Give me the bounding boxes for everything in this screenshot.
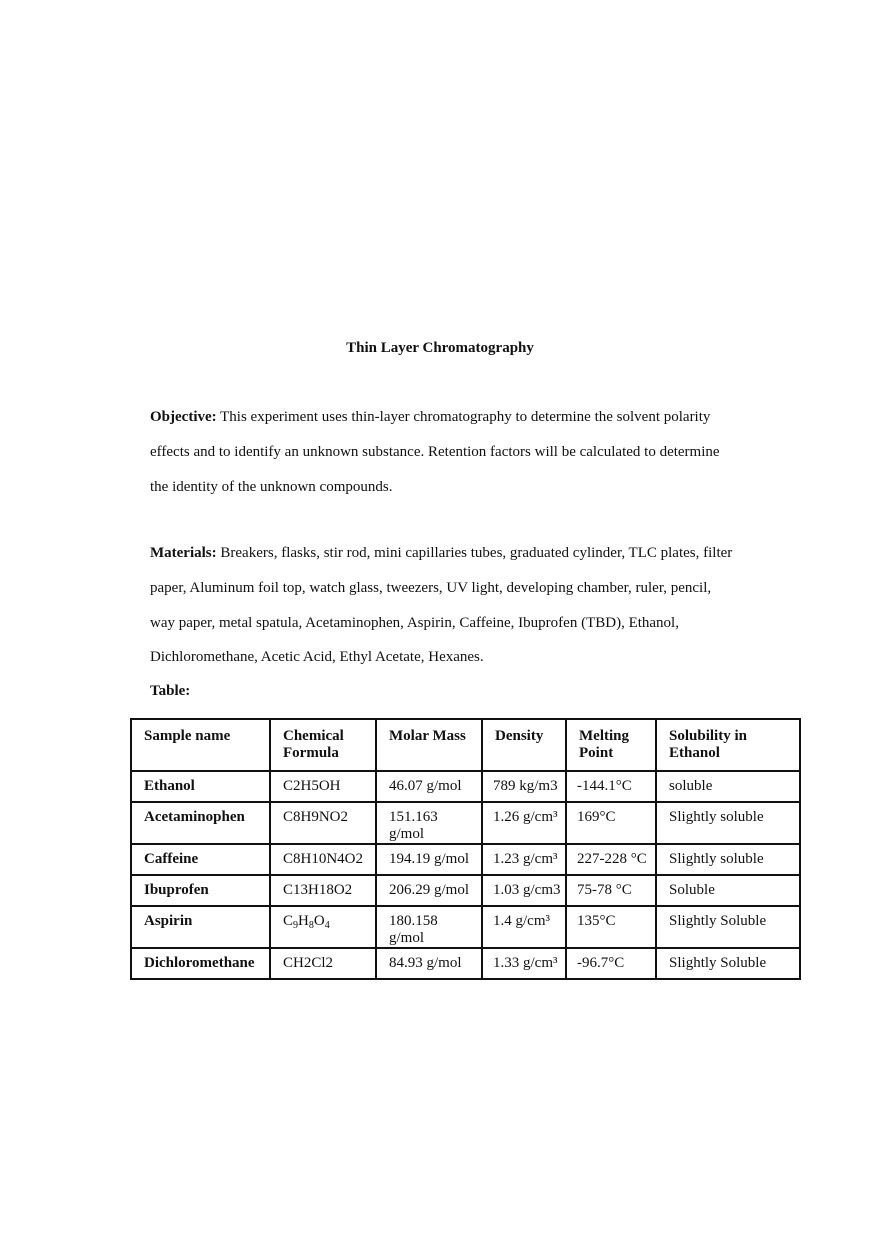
cell-solubility: Slightly Soluble — [656, 906, 800, 948]
cell-molar-mass: 151.163 g/mol — [376, 802, 482, 844]
objective-label: Objective: — [150, 409, 217, 425]
materials-label: Materials: — [150, 545, 217, 561]
table-label: Table: — [150, 683, 191, 699]
header-melting-point: Melting Point — [566, 719, 656, 771]
cell-solubility: Soluble — [656, 875, 800, 906]
materials-line-2: paper, Aluminum foil top, watch glass, tweezers, UV light, developing chamber, ruler, pencil, — [150, 580, 712, 596]
cell-sample-name: Ethanol — [131, 771, 270, 802]
cell-formula: C8H10N4O2 — [270, 844, 376, 875]
document-title: Thin Layer Chromatography — [346, 340, 534, 356]
cell-formula: C13H18O2 — [270, 875, 376, 906]
header-solubility: Solubility in Ethanol — [656, 719, 800, 771]
cell-melting-point: 75-78 °C — [566, 875, 656, 906]
formula-subscript: 8 — [308, 920, 314, 931]
cell-molar-mass: 180.158 g/mol — [376, 906, 482, 948]
cell-melting-point: 135°C — [566, 906, 656, 948]
cell-solubility: Slightly soluble — [656, 802, 800, 844]
cell-formula: C8H9NO2 — [270, 802, 376, 844]
materials-line-4: Dichloromethane, Acetic Acid, Ethyl Acetate, Hexanes. — [150, 649, 484, 665]
cell-sample-name: Ibuprofen — [131, 875, 270, 906]
cell-density: 1.03 g/cm3 — [482, 875, 566, 906]
table-row — [131, 875, 800, 906]
objective-line-3: the identity of the unknown compounds. — [150, 479, 393, 495]
cell-melting-point: -96.7°C — [566, 948, 656, 979]
cell-sample-name: Caffeine — [131, 844, 270, 875]
formula-part: O — [313, 913, 325, 929]
table-row — [131, 844, 800, 875]
table-row — [131, 802, 800, 844]
cell-melting-point: -144.1°C — [566, 771, 656, 802]
cell-solubility: Slightly Soluble — [656, 948, 800, 979]
header-chemical-formula: Chemical Formula — [270, 719, 376, 771]
header-sample-name: Sample name — [131, 719, 270, 771]
cell-solubility: soluble — [656, 771, 800, 802]
cell-solubility: Slightly soluble — [656, 844, 800, 875]
formula-subscript: 9 — [293, 920, 299, 931]
cell-density: 789 kg/m3 — [482, 771, 566, 802]
materials-line-3: way paper, metal spatula, Acetaminophen, Aspirin, Caffeine, Ibuprofen (TBD), Ethanol, — [150, 615, 679, 631]
cell-molar-mass: 84.93 g/mol — [376, 948, 482, 979]
cell-formula — [270, 906, 376, 948]
table-row — [131, 906, 800, 948]
objective-line-2: effects and to identify an unknown substance. Retention factors will be calculated to determine — [150, 444, 720, 460]
cell-density: 1.4 g/cm³ — [482, 906, 566, 948]
cell-molar-mass: 206.29 g/mol — [376, 875, 482, 906]
cell-density: 1.33 g/cm³ — [482, 948, 566, 979]
formula-part: C — [283, 913, 294, 929]
cell-molar-mass: 194.19 g/mol — [376, 844, 482, 875]
header-molar-mass: Molar Mass — [376, 719, 482, 771]
cell-formula: C2H5OH — [270, 771, 376, 802]
cell-sample-name: Dichloromethane — [131, 948, 270, 979]
objective-line-1 — [150, 409, 710, 426]
materials-text-1: Breakers, flasks, stir rod, mini capillaries tubes, graduated cylinder, TLC plates, filter — [216, 545, 733, 561]
cell-sample-name: Acetaminophen — [131, 802, 270, 844]
table-header-row — [131, 719, 800, 771]
cell-density: 1.26 g/cm³ — [482, 802, 566, 844]
cell-molar-mass: 46.07 g/mol — [376, 771, 482, 802]
table-row — [131, 771, 800, 802]
cell-sample-name: Aspirin — [131, 906, 270, 948]
objective-text-1: This experiment uses thin-layer chromatography to determine the solvent polarity — [216, 409, 711, 425]
properties-table — [130, 718, 801, 980]
materials-line-1 — [150, 545, 732, 562]
cell-formula: CH2Cl2 — [270, 948, 376, 979]
cell-melting-point: 169°C — [566, 802, 656, 844]
formula-subscript: 4 — [324, 920, 330, 931]
header-density: Density — [482, 719, 566, 771]
formula-part: H — [298, 913, 309, 929]
cell-density: 1.23 g/cm³ — [482, 844, 566, 875]
cell-melting-point: 227-228 °C — [566, 844, 656, 875]
table-row — [131, 948, 800, 979]
